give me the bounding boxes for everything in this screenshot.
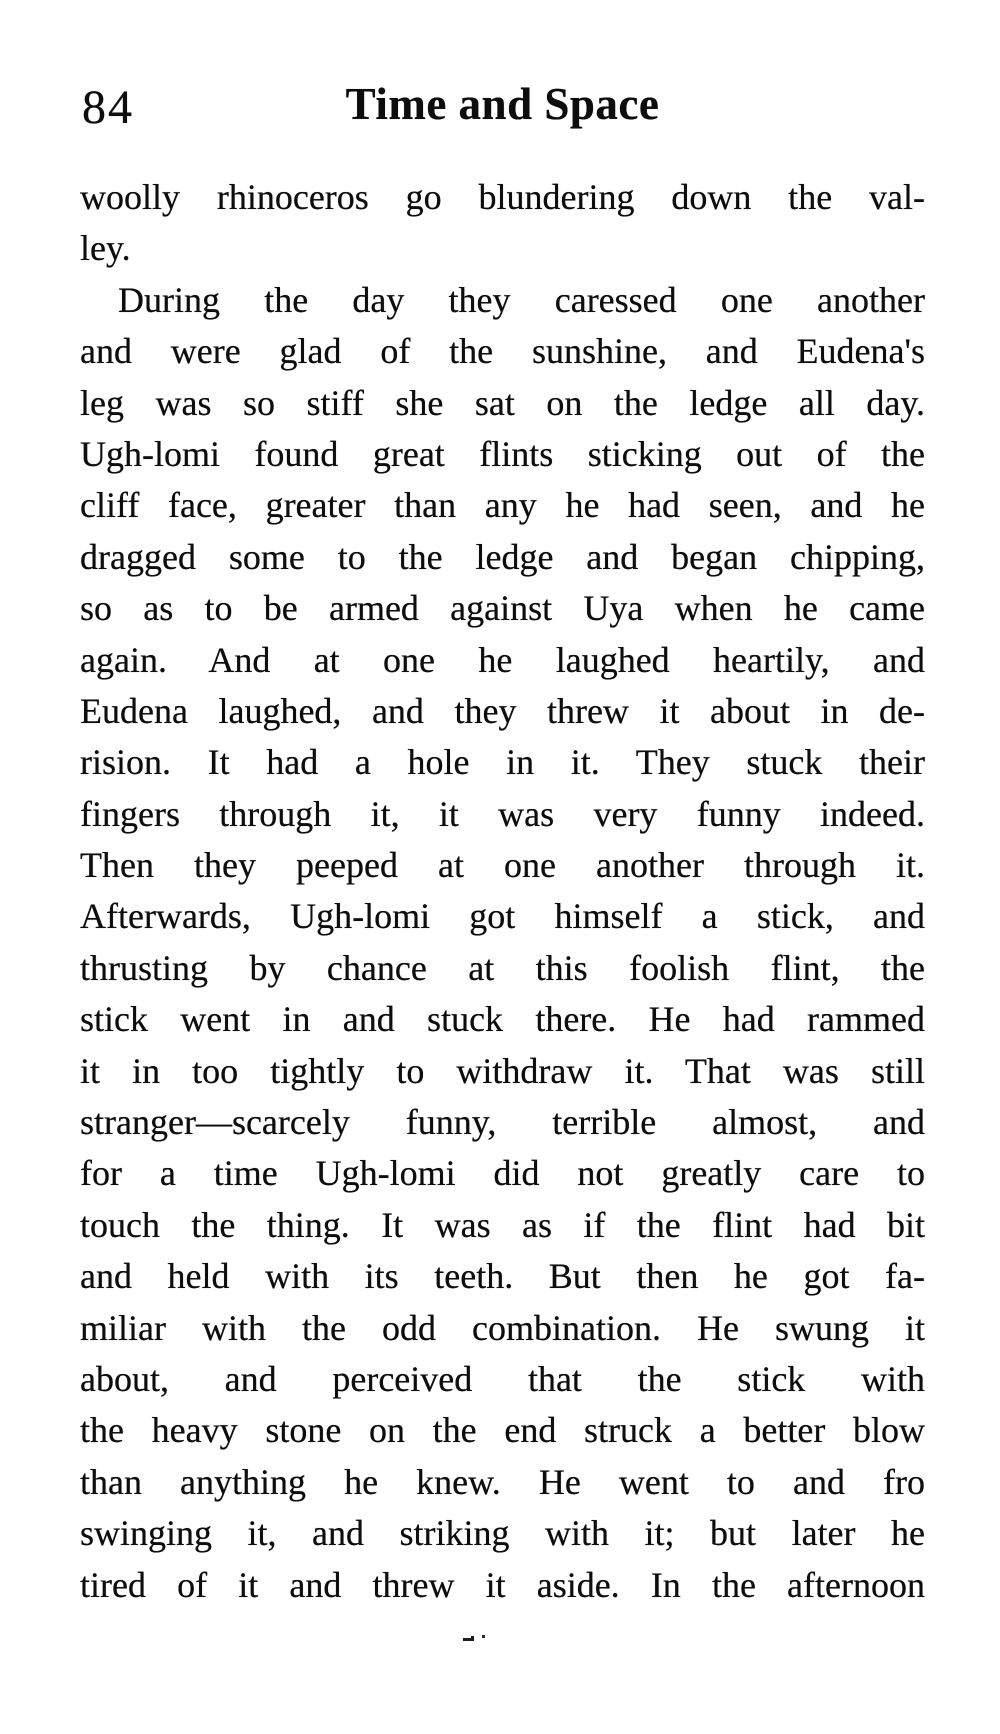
body-text <box>80 172 925 1611</box>
text-line: for a time Ugh-lomi did not greatly care to <box>80 1153 925 1194</box>
text-line: thrusting by chance at this foolish flint, the <box>80 947 925 988</box>
text-line: ley. <box>80 228 131 269</box>
text-line: cliff face, greater than any he had seen, and he <box>80 485 925 526</box>
text-line: again. And at one he laughed heartily, and <box>80 639 925 680</box>
text-line: so as to be armed against Uya when he came <box>80 588 925 629</box>
text-line: Eudena laughed, and they threw it about in de- <box>80 690 925 731</box>
text-line: dragged some to the ledge and began chipping, <box>80 536 925 577</box>
text-line: rision. It had a hole in it. They stuck their <box>80 742 925 783</box>
text-line: and held with its teeth. But then he got fa- <box>80 1256 925 1297</box>
text-line: fingers through it, it was very funny indeed. <box>80 793 925 834</box>
text-line: Afterwards, Ugh-lomi got himself a stick, and <box>80 896 925 937</box>
artifact-dot <box>482 1635 485 1638</box>
text-line: and were glad of the sunshine, and Eudena's <box>80 331 925 372</box>
text-line: it in too tightly to withdraw it. That was still <box>80 1050 925 1091</box>
artifact-dash <box>463 1636 474 1641</box>
text-line: woolly rhinoceros go blundering down the val- <box>80 177 925 217</box>
text-line: touch the thing. It was as if the flint had bit <box>80 1204 925 1245</box>
text-line: During the day they caressed one another <box>118 279 925 320</box>
running-title: Time and Space <box>345 79 660 129</box>
page-number: 84 <box>82 81 134 134</box>
text-line: leg was so stiff she sat on the ledge all day. <box>80 382 925 423</box>
text-line: the heavy stone on the end struck a better blow <box>80 1410 925 1451</box>
page-header <box>80 78 925 138</box>
text-line: about, and perceived that the stick with <box>80 1358 925 1399</box>
text-line: Then they peeped at one another through it. <box>80 845 925 886</box>
text-line: stranger—scarcely funny, terrible almost, and <box>80 1102 925 1143</box>
text-line: swinging it, and striking with it; but later he <box>80 1513 925 1554</box>
text-line: miliar with the odd combination. He swung it <box>80 1307 925 1348</box>
text-line: than anything he knew. He went to and fro <box>80 1461 925 1502</box>
text-line: stick went in and stuck there. He had rammed <box>80 999 925 1040</box>
text-line: Ugh-lomi found great flints sticking out of the <box>80 433 925 474</box>
print-artifact-mark <box>463 1632 485 1644</box>
text-line: tired of it and threw it aside. In the afternoon <box>80 1564 925 1605</box>
